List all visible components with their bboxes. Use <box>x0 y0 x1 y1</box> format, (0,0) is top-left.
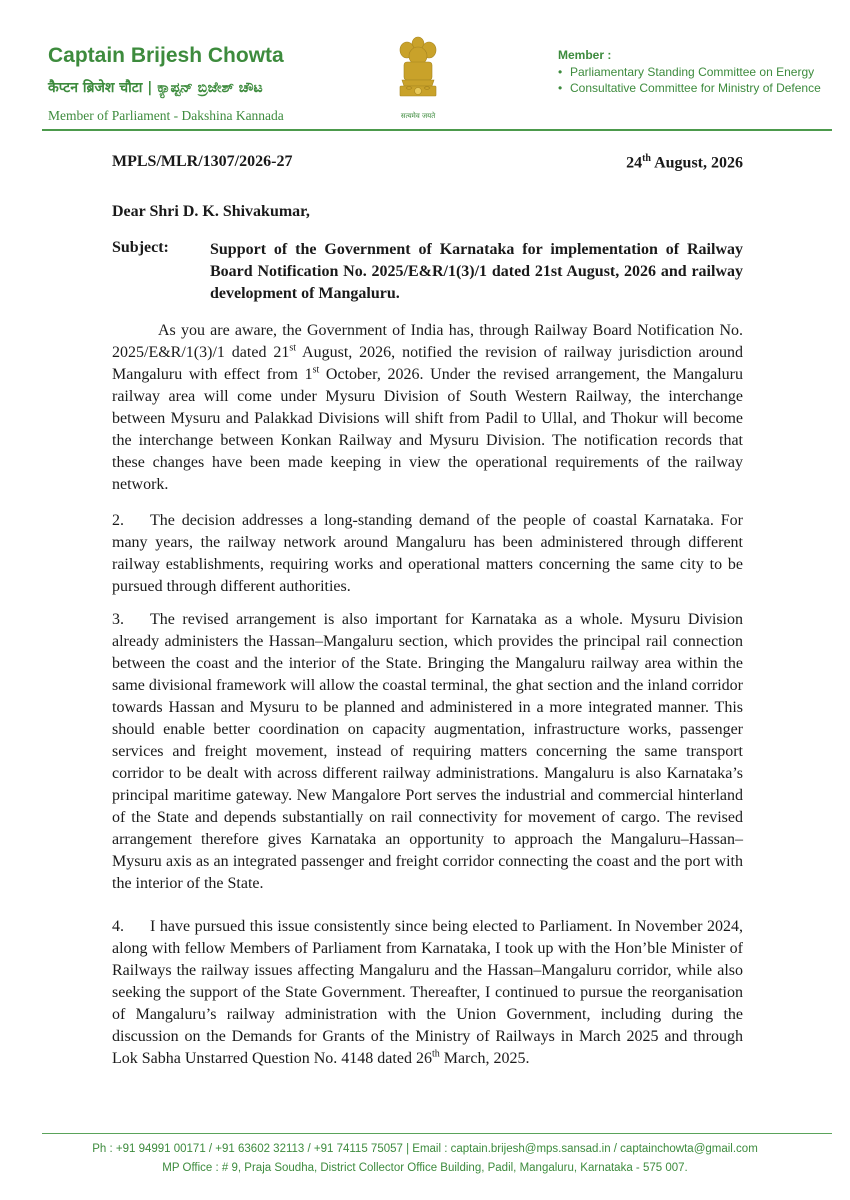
paragraph-text: August, 2026, notified the revision of railway jurisdiction around Mangaluru with effect from 1 <box>112 344 743 383</box>
paragraph-text: As you are aware, the Government of India has, through Railway Board Notification No. 2025/E&R/1(3)/1 dated 21 <box>112 322 743 361</box>
reference-number: MPLS/MLR/1307/2026-27 <box>112 153 293 170</box>
paragraph-number: 3. <box>112 611 124 628</box>
footer-divider <box>42 1133 832 1134</box>
paragraph-2 <box>112 510 743 598</box>
salutation: Dear Shri D. K. Shivakumar, <box>112 203 310 220</box>
paragraph-text: March, 2025. <box>439 1050 530 1067</box>
letter-date <box>626 153 743 172</box>
member-item <box>558 64 821 80</box>
paragraph-number: 2. <box>112 512 124 529</box>
letterhead <box>0 0 850 135</box>
subject-text: Support of the Government of Karnataka for implementation of Railway Board Notification No. 2025/E&R/1(3)/1 dated 21st August, 2026 and railway development of Mangaluru. <box>210 241 743 302</box>
mp-name-regional: कैप्टन ब्रिजेश चौटा | ಕ್ಯಾಪ್ಟನ್ ಬ್ರಿಜೇಶ್ ಚೌಟ <box>48 80 263 96</box>
footer-contact <box>0 1140 850 1178</box>
ordinal-suffix: th <box>431 1048 440 1060</box>
member-title: Member : <box>558 48 612 62</box>
mp-designation: Member of Parliament - Dakshina Kannada <box>48 108 284 123</box>
paragraph-3 <box>112 609 743 895</box>
national-emblem-icon <box>392 34 444 116</box>
footer-office-address: MP Office : # 9, Praja Soudha, District Collector Office Building, Padil, Mangaluru, Karnataka - 575 007. <box>162 1162 688 1174</box>
member-item-label: Consultative Committee for Ministry of Defence <box>570 81 821 95</box>
paragraph-number: 4. <box>112 918 124 935</box>
ordinal-suffix: st <box>289 342 297 354</box>
bullet-icon: • <box>558 81 563 95</box>
date-day: 24 <box>626 154 643 172</box>
member-item-label: Parliamentary Standing Committee on Energy <box>570 65 815 79</box>
mp-name: Captain Brijesh Chowta <box>48 44 284 67</box>
paragraph-text: October, 2026. Under the revised arrangement, the Mangaluru railway area will come under Mysuru Division of South Western Railway, the interchange between Mysuru and Palakkad Divisions will shift from Padil to Ullal, and Thokur will become the interchange between Konkan Railway and Mysuru Division. The notification records that these changes have been made keeping in view the operational requirements of the railway network. <box>112 366 743 493</box>
header-divider <box>42 129 832 131</box>
paragraph-4 <box>112 916 743 1070</box>
paragraph-text: The revised arrangement is also important for Karnataka as a whole. Mysuru Division already administers the Hassan–Mangaluru section, which provides the principal rail connection between the coast and the interior of the State. Bringing the Mangaluru railway area within the same divisional framework will allow the coastal terminal, the ghat section and the inland corridor towards Hassan and Mysuru to be planned and administered in a more integrated manner. This should enable better coordination on capacity augmentation, infrastructure works, passenger services and freight movement, instead of requiring matters concerning the same transport corridor to be dealt with across different railway administrations. Mangaluru is also Karnataka’s principal maritime gateway. New Mangalore Port serves the industrial and commercial hinterland of the State and depends substantially on rail connectivity for movement of cargo. The revised arrangement therefore gives Karnataka an opportunity to approach the Mangaluru–Hassan–Mysuru axis as an integrated passenger and freight corridor connecting the coast and the port with the interior of the State. <box>112 611 743 892</box>
ordinal-suffix: st <box>312 364 320 376</box>
subject-label: Subject: <box>112 239 169 256</box>
paragraph-text: The decision addresses a long-standing demand of the people of coastal Karnataka. For many years, the railway network around Mangaluru has been administered through different railway establishments, requiring works and operational matters concerning the same city to be pursued through different authorities. <box>112 512 743 595</box>
bullet-icon: • <box>558 65 563 79</box>
committee-memberships <box>558 48 821 96</box>
member-item <box>558 80 821 96</box>
date-rest: August, 2026 <box>650 154 743 172</box>
emblem-motto: सत्यमेव जयते <box>400 112 436 120</box>
paragraph-1 <box>112 320 743 496</box>
footer-contact-line: Ph : +91 94991 00171 / +91 63602 32113 / +91 74115 75057 | Email : captain.brijesh@mps.sansad.in / captainchowta@gmail.com <box>92 1143 758 1155</box>
paragraph-text: I have pursued this issue consistently since being elected to Parliament. In November 2024, along with fellow Members of Parliament from Karnataka, I took up with the Hon’ble Minister of Railways the railway issues affecting Mangaluru and the Hassan–Mangaluru corridor, while also seeking the support of the State Government. Thereafter, I continued to pursue the reorganisation of Mangaluru’s railway administration with the Union Government, including during the discussion on the Demands for Grants of the Ministry of Railways in March 2025 and through Lok Sabha Unstarred Question No. 4148 dated 26 <box>112 918 743 1067</box>
date-suffix: th <box>642 153 651 164</box>
